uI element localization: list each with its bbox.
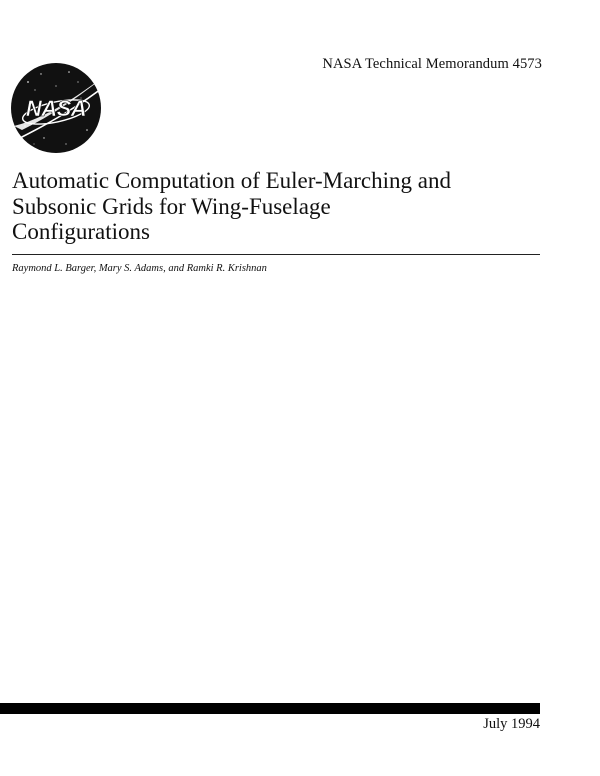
title-divider (12, 254, 540, 255)
author-list: Raymond L. Barger, Mary S. Adams, and Ramki R. Krishnan (12, 263, 267, 274)
document-title (12, 168, 552, 245)
title-line-3: Configurations (12, 219, 150, 244)
report-number: NASA Technical Memorandum 4573 (322, 56, 542, 72)
title-line-1: Automatic Computation of Euler-Marching and (12, 168, 451, 193)
publication-date: July 1994 (483, 716, 540, 732)
nasa-logo (8, 60, 118, 156)
footer-bar (0, 703, 540, 714)
nasa-logo-wordmark: NASA (25, 96, 87, 121)
nasa-meatball-icon (8, 60, 118, 156)
title-line-2: Subsonic Grids for Wing-Fuselage (12, 193, 331, 219)
